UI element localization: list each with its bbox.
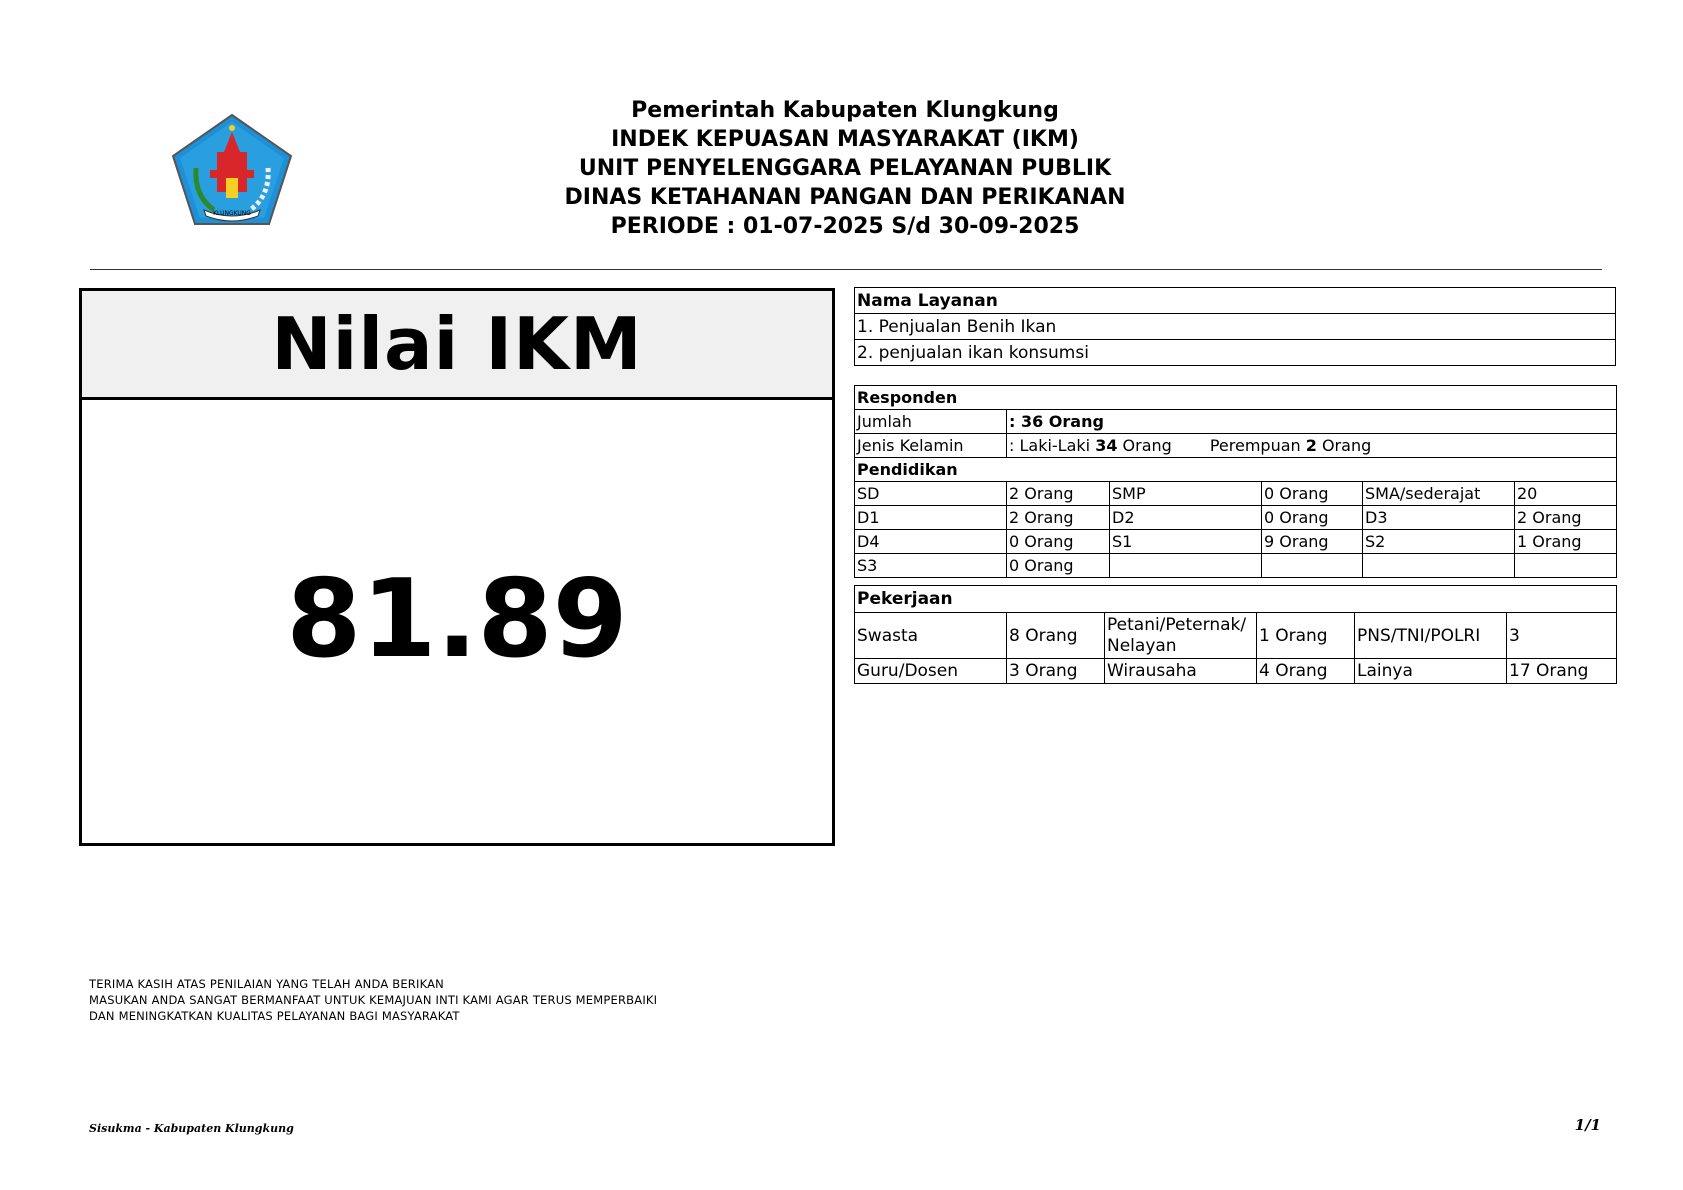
gender-prefix: : Laki-Laki (1009, 436, 1096, 455)
table-cell: 9 Orang (1262, 530, 1363, 554)
gender-label: Jenis Kelamin (855, 434, 1007, 458)
table-cell: SD (855, 482, 1007, 506)
layanan-title: Nama Layanan (855, 288, 1616, 314)
table-cell: S2 (1363, 530, 1515, 554)
document-header (450, 96, 1240, 241)
jumlah-label: Jumlah (855, 410, 1007, 434)
female-count: 2 (1305, 436, 1317, 455)
table-cell: D2 (1110, 506, 1262, 530)
pendidikan-title: Pendidikan (855, 458, 1617, 482)
table-cell: D3 (1363, 506, 1515, 530)
table-row (855, 506, 1617, 530)
table-cell: 2 Orang (1007, 506, 1110, 530)
gender-value (1007, 434, 1617, 458)
table-row (855, 659, 1617, 684)
table-cell: D1 (855, 506, 1007, 530)
responden-table (854, 385, 1617, 578)
table-cell: SMA/sederajat (1363, 482, 1515, 506)
table-cell: 0 Orang (1007, 530, 1110, 554)
note-line: TERIMA KASIH ATAS PENILAIAN YANG TELAH ANDA BERIKAN (89, 977, 444, 991)
pekerjaan-table (854, 585, 1617, 684)
table-row (855, 482, 1617, 506)
orang-unit: Orang (1316, 436, 1372, 455)
table-cell: PNS/TNI/POLRI (1355, 613, 1507, 659)
thank-you-note (89, 976, 657, 1024)
table-cell: 17 Orang (1507, 659, 1617, 684)
table-cell: 3 (1507, 613, 1617, 659)
layanan-item: 1. Penjualan Benih Ikan (855, 314, 1616, 340)
table-cell: 4 Orang (1257, 659, 1355, 684)
table-cell: 1 Orang (1257, 613, 1355, 659)
table-row (855, 554, 1617, 578)
header-line: Pemerintah Kabupaten Klungkung (631, 98, 1059, 123)
header-line: UNIT PENYELENGGARA PELAYANAN PUBLIK (578, 156, 1112, 181)
layanan-table (854, 287, 1616, 366)
header-divider (90, 269, 1602, 270)
table-cell: Petani/Peternak/ Nelayan (1105, 613, 1257, 659)
responden-title: Responden (855, 386, 1617, 410)
ikm-value: 81.89 (286, 556, 628, 682)
table-cell (1110, 554, 1262, 578)
jumlah-value: : 36 Orang (1007, 410, 1617, 434)
table-cell: Wirausaha (1105, 659, 1257, 684)
table-row (855, 530, 1617, 554)
table-row (855, 613, 1617, 659)
table-cell: 0 Orang (1262, 482, 1363, 506)
table-cell: 2 Orang (1007, 482, 1110, 506)
female-label: Perempuan (1209, 436, 1306, 455)
table-cell: Guru/Dosen (855, 659, 1007, 684)
table-cell: D4 (855, 530, 1007, 554)
table-cell: 2 Orang (1515, 506, 1617, 530)
male-count: 34 (1095, 436, 1118, 455)
ikm-label: Nilai IKM (82, 291, 832, 400)
logo-text: KLUNGKUNG (213, 210, 251, 217)
header-line: DINAS KETAHANAN PANGAN DAN PERIKANAN (564, 185, 1126, 210)
ikm-score-box (79, 288, 835, 846)
table-cell: 8 Orang (1007, 613, 1105, 659)
note-line: MASUKAN ANDA SANGAT BERMANFAAT UNTUK KEMAJUAN INTI KAMI AGAR TERUS MEMPERBAIKI (89, 993, 658, 1007)
layanan-item: 2. penjualan ikan konsumsi (855, 340, 1616, 366)
table-cell: Lainya (1355, 659, 1507, 684)
table-cell: 0 Orang (1007, 554, 1110, 578)
pekerjaan-title: Pekerjaan (855, 586, 1617, 613)
header-line: PERIODE : 01-07-2025 S/d 30-09-2025 (610, 214, 1080, 239)
header-line: INDEK KEPUASAN MASYARAKAT (IKM) (611, 127, 1079, 152)
klungkung-logo (170, 112, 294, 228)
table-cell: 1 Orang (1515, 530, 1617, 554)
table-cell: S1 (1110, 530, 1262, 554)
table-cell: Swasta (855, 613, 1007, 659)
table-cell: S3 (855, 554, 1007, 578)
footer-source: Sisukma - Kabupaten Klungkung (89, 1122, 294, 1135)
table-cell: 0 Orang (1262, 506, 1363, 530)
table-cell (1262, 554, 1363, 578)
table-cell: 20 (1515, 482, 1617, 506)
note-line: DAN MENINGKATKAN KUALITAS PELAYANAN BAGI MASYARAKAT (89, 1009, 460, 1023)
orang-unit: Orang (1117, 436, 1172, 455)
table-cell: 3 Orang (1007, 659, 1105, 684)
table-cell: SMP (1110, 482, 1262, 506)
table-cell (1363, 554, 1515, 578)
table-cell (1515, 554, 1617, 578)
page-number: 1/1 (1574, 1116, 1601, 1134)
